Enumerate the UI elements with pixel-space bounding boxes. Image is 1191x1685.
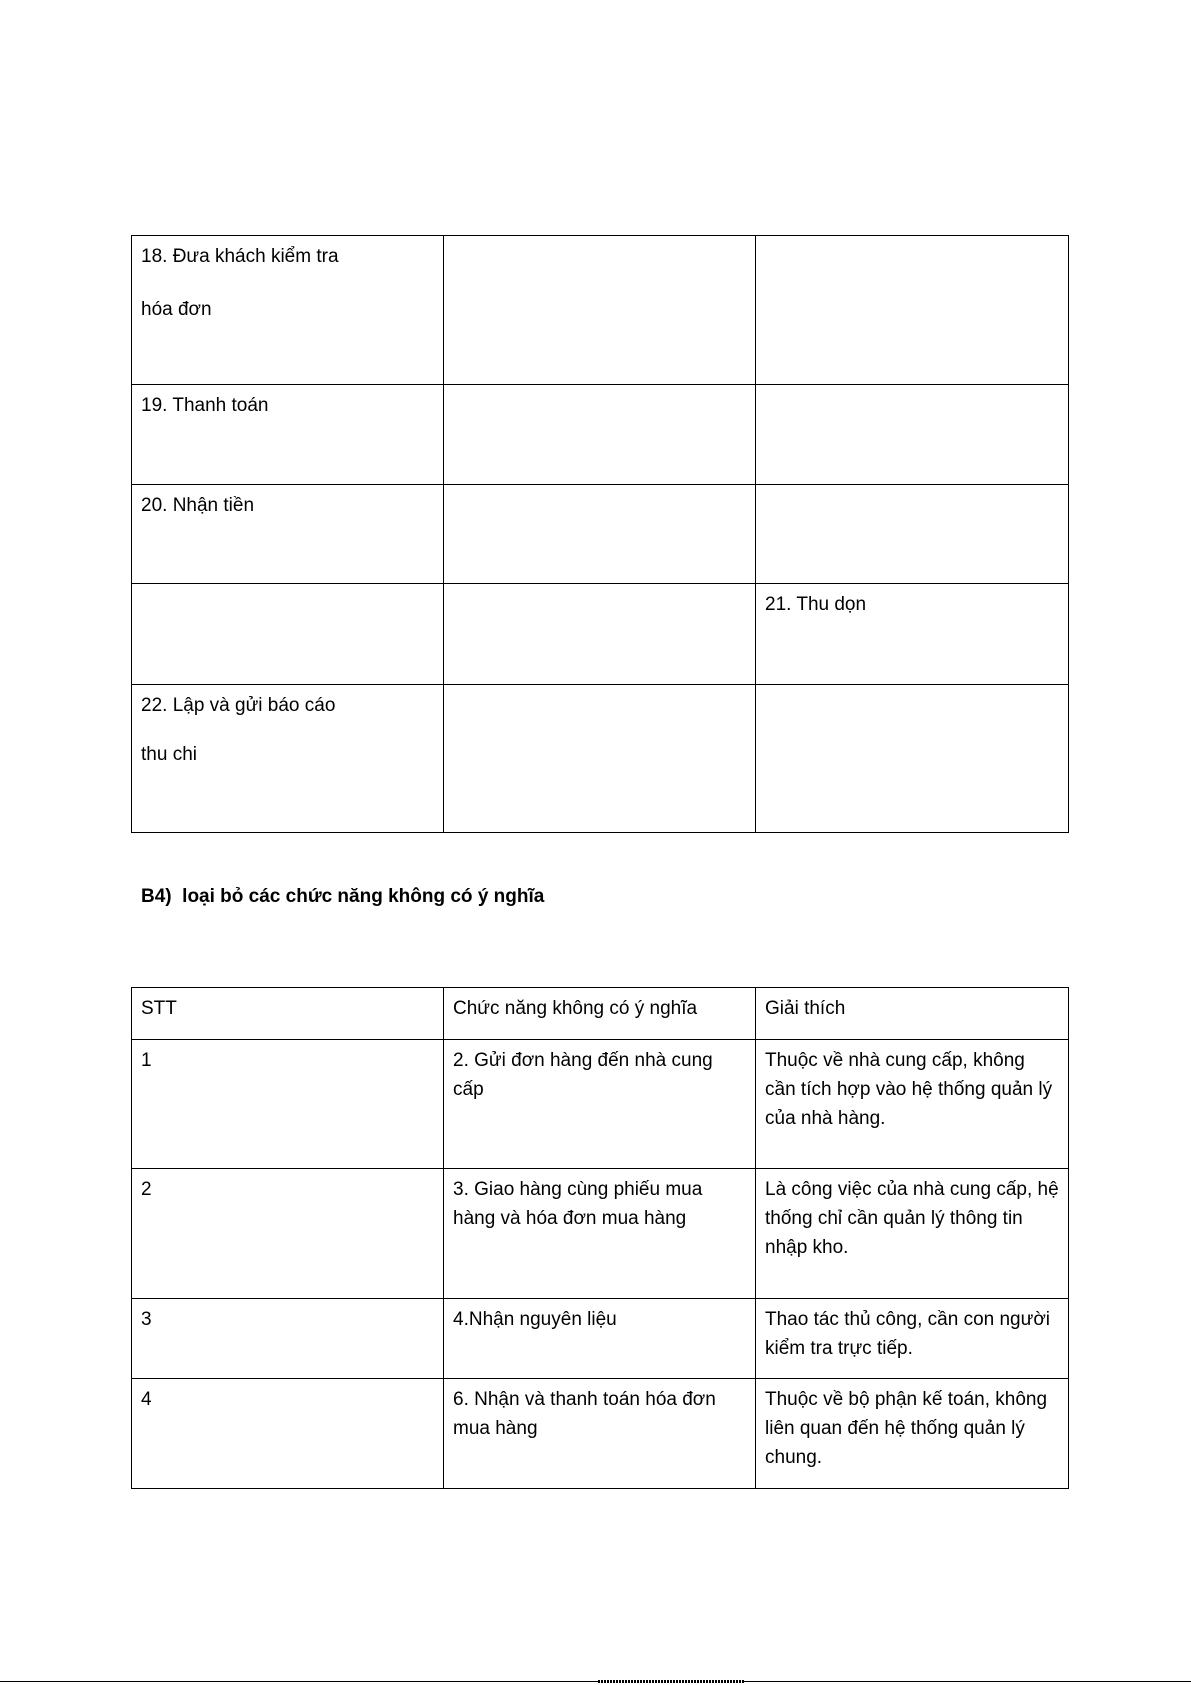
- table-cell: 19. Thanh toán: [132, 385, 444, 485]
- cell-stt: 4: [132, 1379, 444, 1489]
- table-row: [132, 236, 1069, 385]
- cell-text: 22. Lập và gửi báo cáo: [141, 695, 336, 716]
- cell-explanation: Thao tác thủ công, cần con người kiểm tra trực tiếp.: [756, 1299, 1069, 1379]
- cell-function: 6. Nhận và thanh toán hóa đơn mua hàng: [444, 1379, 756, 1489]
- table-row: [132, 1169, 1069, 1299]
- cell-stt: 1: [132, 1040, 444, 1169]
- table-row: [132, 1299, 1069, 1379]
- cell-text: 18. Đưa khách kiểm tra: [141, 246, 339, 267]
- page-bottom-rule: [0, 1681, 1191, 1682]
- table-row: [132, 584, 1069, 685]
- cell-function: 3. Giao hàng cùng phiếu mua hàng và hóa đơn mua hàng: [444, 1169, 756, 1299]
- section-heading: B4) loại bỏ các chức năng không có ý nghĩa: [141, 886, 545, 907]
- table-cell: [756, 485, 1069, 584]
- column-header-explanation: Giải thích: [756, 988, 1069, 1040]
- cell-explanation: Là công việc của nhà cung cấp, hệ thống chỉ cần quản lý thông tin nhập kho.: [756, 1169, 1069, 1299]
- table-cell: [756, 685, 1069, 833]
- table-row: [132, 1040, 1069, 1169]
- table-row: [132, 485, 1069, 584]
- table-cell: [132, 685, 444, 833]
- table-row: [132, 1379, 1069, 1489]
- table-cell: [444, 584, 756, 685]
- cell-explanation: Thuộc về nhà cung cấp, không cần tích hợp vào hệ thống quản lý của nhà hàng.: [756, 1040, 1069, 1169]
- functions-table-continued: [131, 235, 1069, 833]
- table-cell: [132, 584, 444, 685]
- table-cell: 21. Thu dọn: [756, 584, 1069, 685]
- cell-stt: 3: [132, 1299, 444, 1379]
- table-row: [132, 385, 1069, 485]
- table-row: [132, 685, 1069, 833]
- column-header-stt: STT: [132, 988, 444, 1040]
- table-cell: [444, 485, 756, 584]
- cell-text: thu chi: [141, 744, 197, 765]
- table-cell: [132, 236, 444, 385]
- table-cell: [756, 385, 1069, 485]
- table-header-row: [132, 988, 1069, 1040]
- page-bottom-mark: [598, 1680, 744, 1683]
- column-header-function: Chức năng không có ý nghĩa: [444, 988, 756, 1040]
- table-cell: 20. Nhận tiền: [132, 485, 444, 584]
- cell-explanation: Thuộc về bộ phận kế toán, không liên quan đến hệ thống quản lý chung.: [756, 1379, 1069, 1489]
- cell-text: hóa đơn: [141, 299, 212, 320]
- meaningless-functions-table: [131, 987, 1069, 1489]
- table-cell: [444, 685, 756, 833]
- table-cell: [756, 236, 1069, 385]
- cell-stt: 2: [132, 1169, 444, 1299]
- table-cell: [444, 385, 756, 485]
- table-cell: [444, 236, 756, 385]
- cell-function: 4.Nhận nguyên liệu: [444, 1299, 756, 1379]
- cell-function: 2. Gửi đơn hàng đến nhà cung cấp: [444, 1040, 756, 1169]
